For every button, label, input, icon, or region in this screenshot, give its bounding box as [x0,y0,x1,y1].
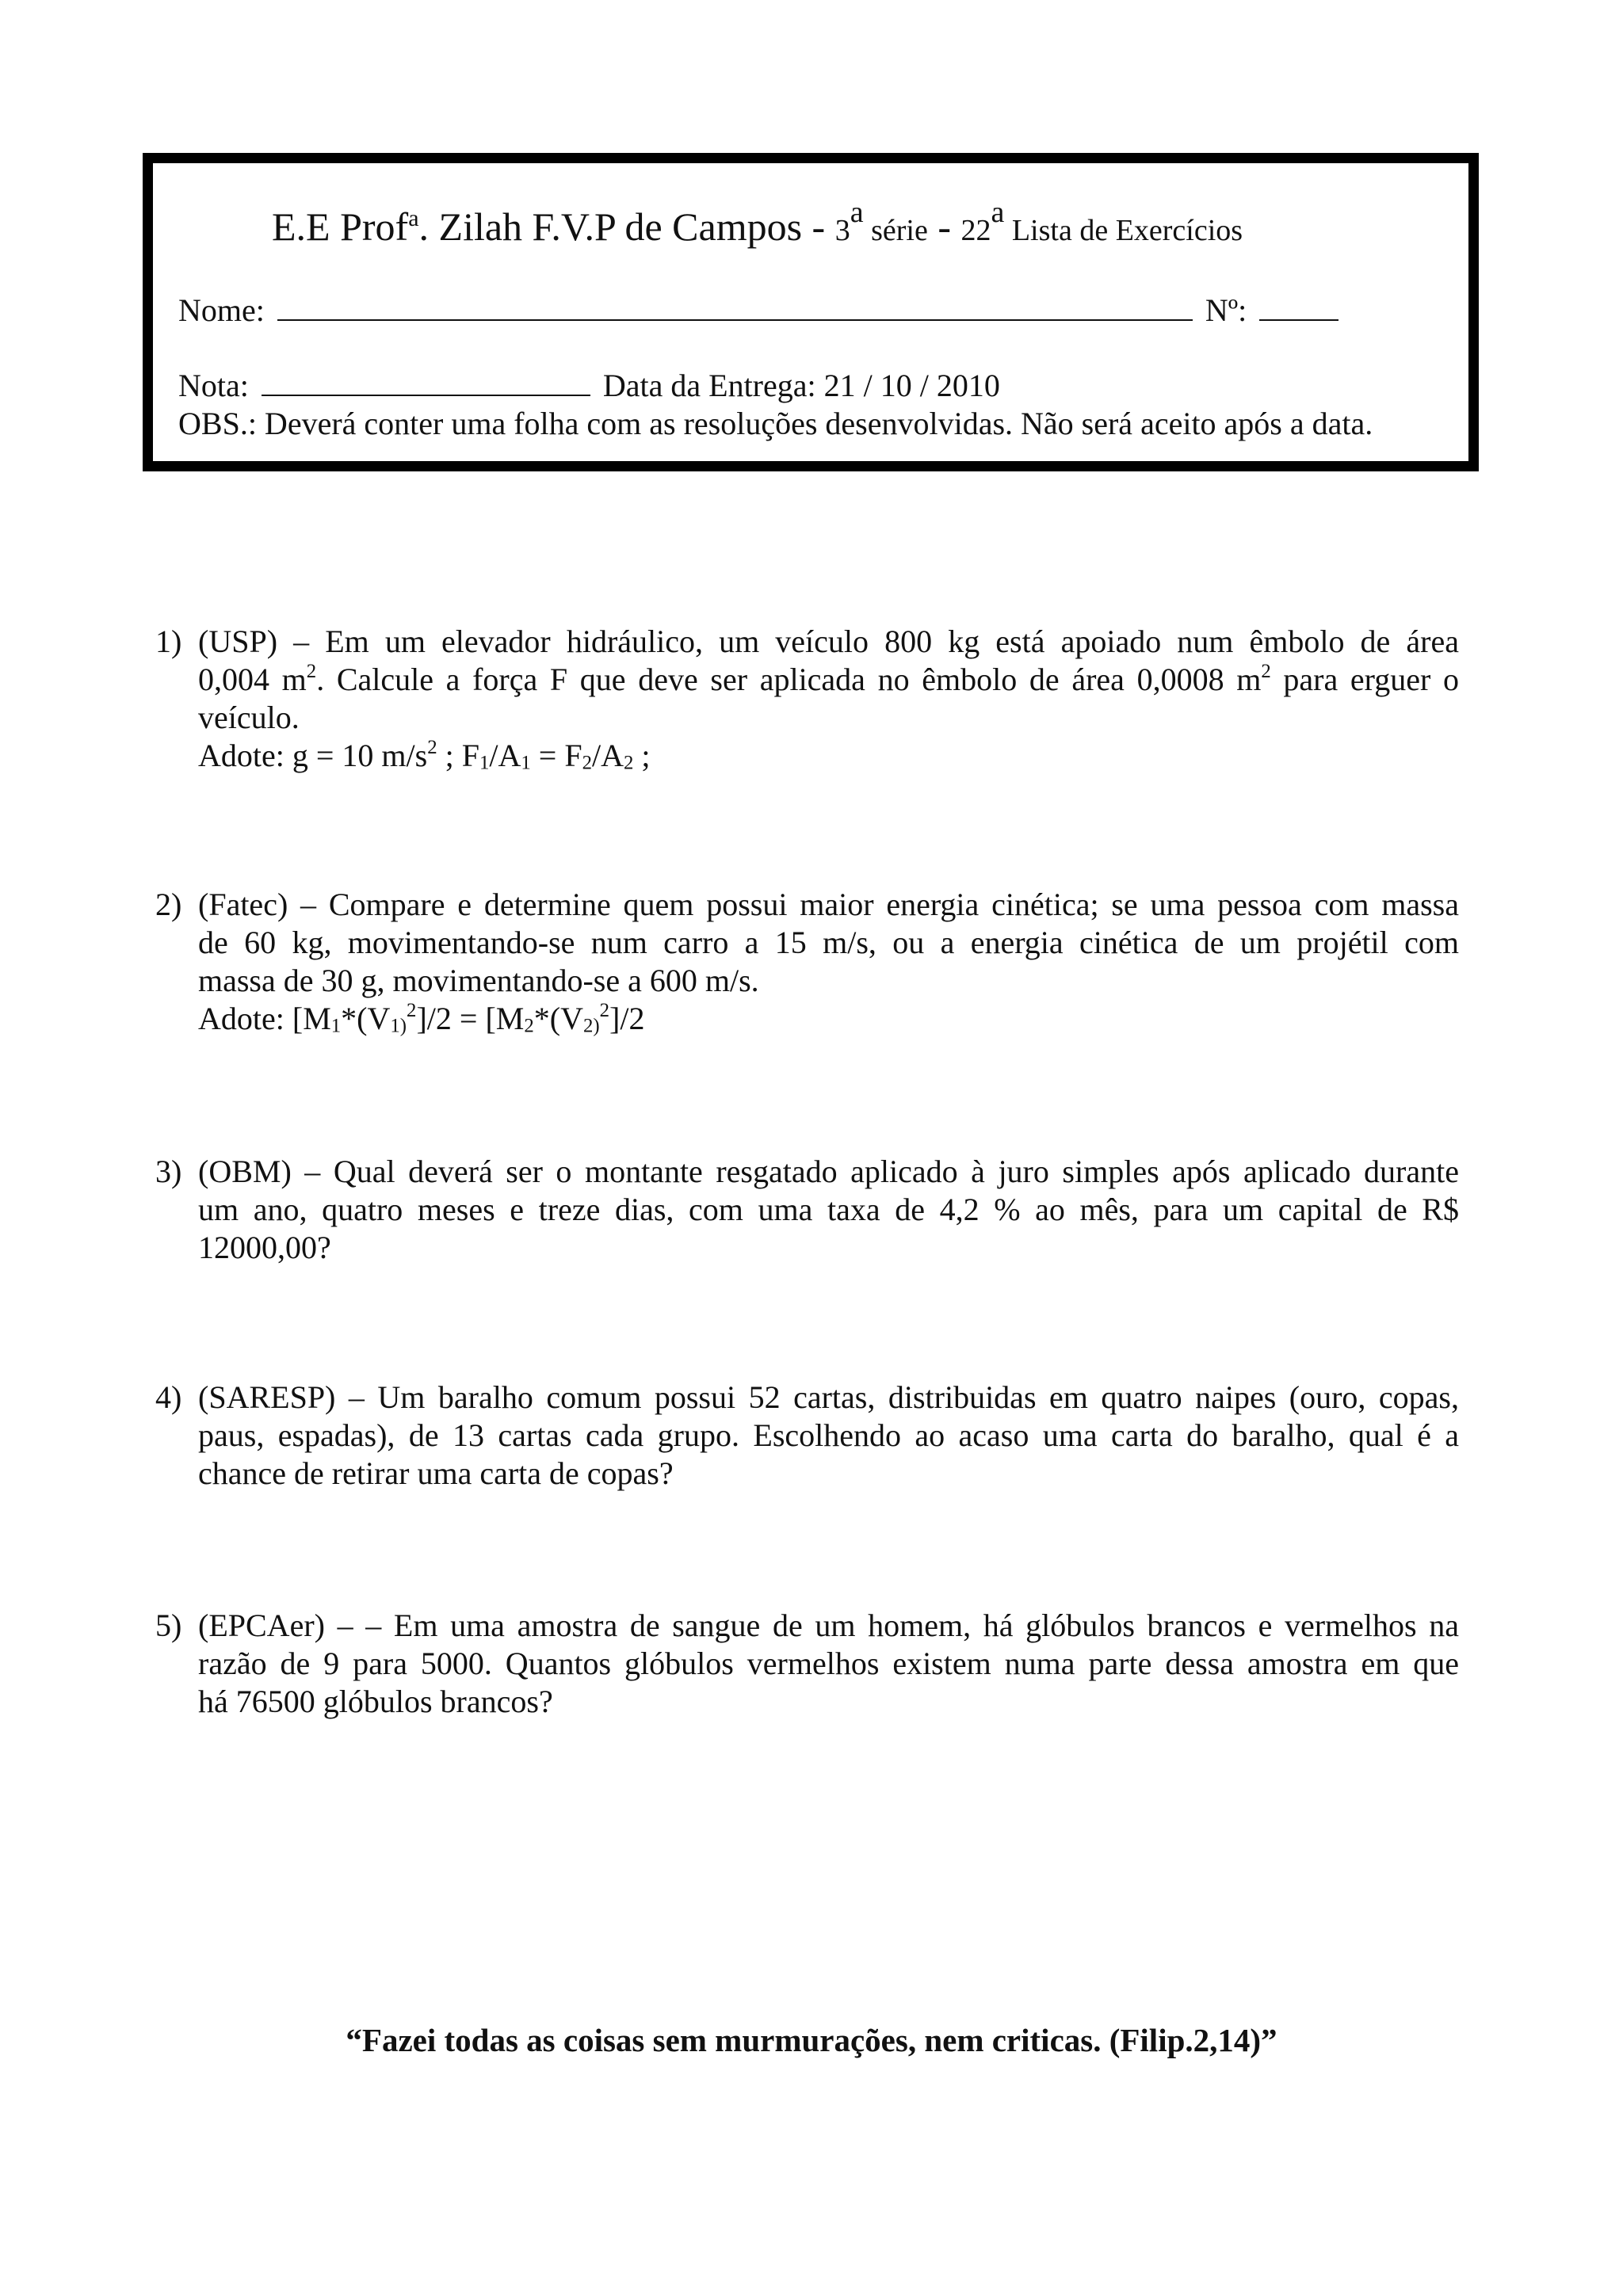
question-text: de 60 kg, movimentando-se num carro a 15 m/s, ou a energia cinética de um projétil com [198,925,1459,960]
question-text: chance de retirar uma carta de copas? [198,1455,674,1491]
question-text: (USP) – Em um elevador hidráulico, um veículo 800 kg está apoiado num êmbolo de área [198,624,1459,659]
number-label: Nº: [1205,292,1247,328]
question-3 [155,1153,1459,1267]
number-field[interactable] [1259,292,1338,321]
question-5 [155,1607,1459,1721]
question-number: 5) [155,1608,182,1643]
question-2 [155,886,1459,1038]
question-number: 3) [155,1154,182,1189]
question-number: 1) [155,624,182,659]
closing-quote: “Fazei todas as coisas sem murmurações, nem criticas. (Filip.2,14)” [346,2022,1277,2058]
question-text: massa de 30 g, movimentando-se a 600 m/s. [198,963,759,998]
question-text: (OBM) – Qual deverá ser o montante resgatado aplicado à juro simples após aplicado durante [198,1154,1459,1189]
delivery-date: Data da Entrega: 21 / 10 / 2010 [602,368,1000,403]
question-text: (EPCAer) – – Em uma amostra de sangue de um homem, há glóbulos brancos e vermelhos na [198,1608,1459,1643]
question-text: 12000,00? [198,1230,331,1265]
question-text: há 76500 glóbulos brancos? [198,1684,553,1719]
question-text: razão de 9 para 5000. Quantos glóbulos vermelhos existem numa parte dessa amostra em que [198,1646,1459,1681]
question-formula: Adote: g = 10 $m/s^2$ ; $F_1/A_1 = F_2/A_2$ ; [198,736,651,774]
grade-label: Nota: [178,368,249,403]
obs-note: OBS.: Deverá conter uma folha com as resoluções desenvolvidas. Não será aceito após a data. [178,406,1373,441]
question-number: 2) [155,887,182,922]
question-text: veículo. [198,700,300,735]
worksheet-title: E.E Prof$^a$. Zilah F.V.P de Campos - 3$^a$ série - 22$^a$ Lista de Exercícios [272,196,1243,249]
question-text: (Fatec) – Compare e determine quem possui maior energia cinética; se uma pessoa com massa [198,887,1459,922]
question-text: um ano, quatro meses e treze dias, com uma taxa de 4,2 % ao mês, para um capital de R$ [198,1192,1459,1227]
header-box [143,153,1479,471]
question-text: paus, espadas), de 13 cartas cada grupo. Escolhendo ao acaso uma carta do baralho, qual é a [198,1417,1459,1453]
grade-row [178,367,1462,405]
question-4 [155,1379,1459,1493]
question-text: 0,004 $m^2$. Calcule a força F que deve ser aplicada no êmbolo de área 0,0008 $m^2$ para erguer o [198,660,1459,697]
question-number: 4) [155,1379,182,1415]
name-label: Nome: [178,292,265,328]
question-1 [155,623,1459,775]
name-field[interactable] [277,292,1193,321]
question-text: (SARESP) – Um baralho comum possui 52 cartas, distribuidas em quatro naipes (ouro, copas, [198,1379,1459,1415]
question-formula: Adote: [$M_1*(V_{1)}^2]/2 = [M_2*(V_{2)}^2]/2$ [198,999,645,1037]
name-row [178,292,1462,330]
grade-field[interactable] [262,368,590,396]
